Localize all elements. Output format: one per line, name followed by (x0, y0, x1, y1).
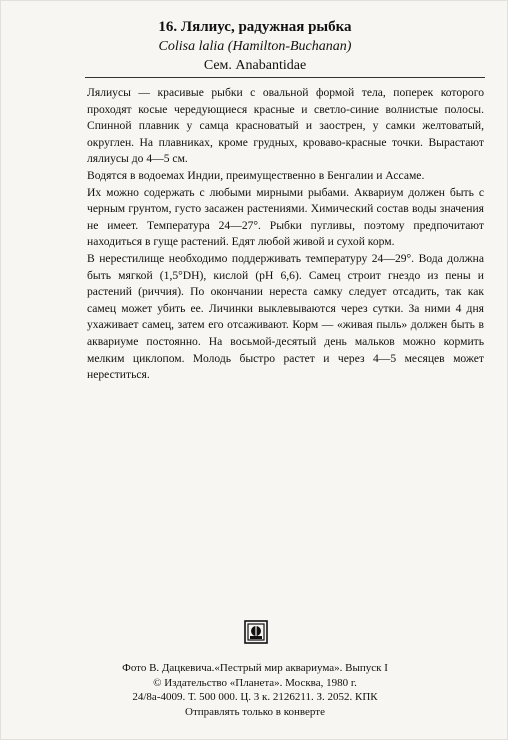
paragraph-appearance: Лялиусы — красивые рыбки с овальной формой тела, поперек которого проходят косые чередующиеся красные и светло-синие волнистые полосы. Спинной плавник у самца красноватый и заострен, у самки желтоватый, округлен. На плавниках, кроме грудных, кроваво-красные точки. Вырастают лялиусы до 4—5 см. (87, 86, 484, 166)
divider-rule (85, 77, 485, 78)
colophon-print-info: 24/8а-4009. Т. 500 000. Ц. 3 к. 2126211. З. 2052. КПК (132, 691, 378, 703)
header (1, 17, 508, 75)
publisher-logo-icon (243, 619, 269, 645)
description-text (87, 85, 484, 384)
family-name: Сем. Anabantidae (203, 58, 307, 73)
paragraph-keeping: Их можно содержать с любыми мирными рыбами. Аквариум должен быть с черным грунтом, густо засажен растениями. Химический состав воды значения не имеет. Температура 24—27°. Рыбки пугливы, поэтому предпочитают находиться в гуще растений. Едят любой живой и сухой корм. (87, 185, 484, 249)
page-title: 16. Лялиус, радужная рыбка (158, 19, 352, 35)
colophon-photo-credit: Фото В. Дацкевича.«Пестрый мир аквариума». Выпуск I (122, 662, 388, 674)
paragraph-breeding: В нерестилище необходимо поддерживать температуру 24—29°. Вода должна быть мягкой (1,5°DH), кислой (pH 6,6). Самец строит гнездо из пены и растений (риччия). По окончании нереста самку следует отсадить, так как самец может убить ее. Личинки выклевываются через сутки. За ними 4 дня ухаживает самец, затем его отсаживают. Корм — «живая пыль» должен быть в аквариуме постоянно. На восьмой-десятый день мальков можно кормить мелким циклопом. Молодь быстро растет и через 4—5 месяцев может нереститься. (87, 251, 484, 382)
colophon-publisher: © Издательство «Планета». Москва, 1980 г. (153, 676, 357, 689)
colophon (1, 661, 508, 719)
paragraph-habitat: Водятся в водоемах Индии, преимущественно в Бенгалии и Ассаме. (87, 168, 425, 182)
colophon-mailing-note: Отправлять только в конверте (185, 705, 325, 718)
latin-name: Colisa lalia (Hamilton-Buchanan) (158, 39, 352, 54)
